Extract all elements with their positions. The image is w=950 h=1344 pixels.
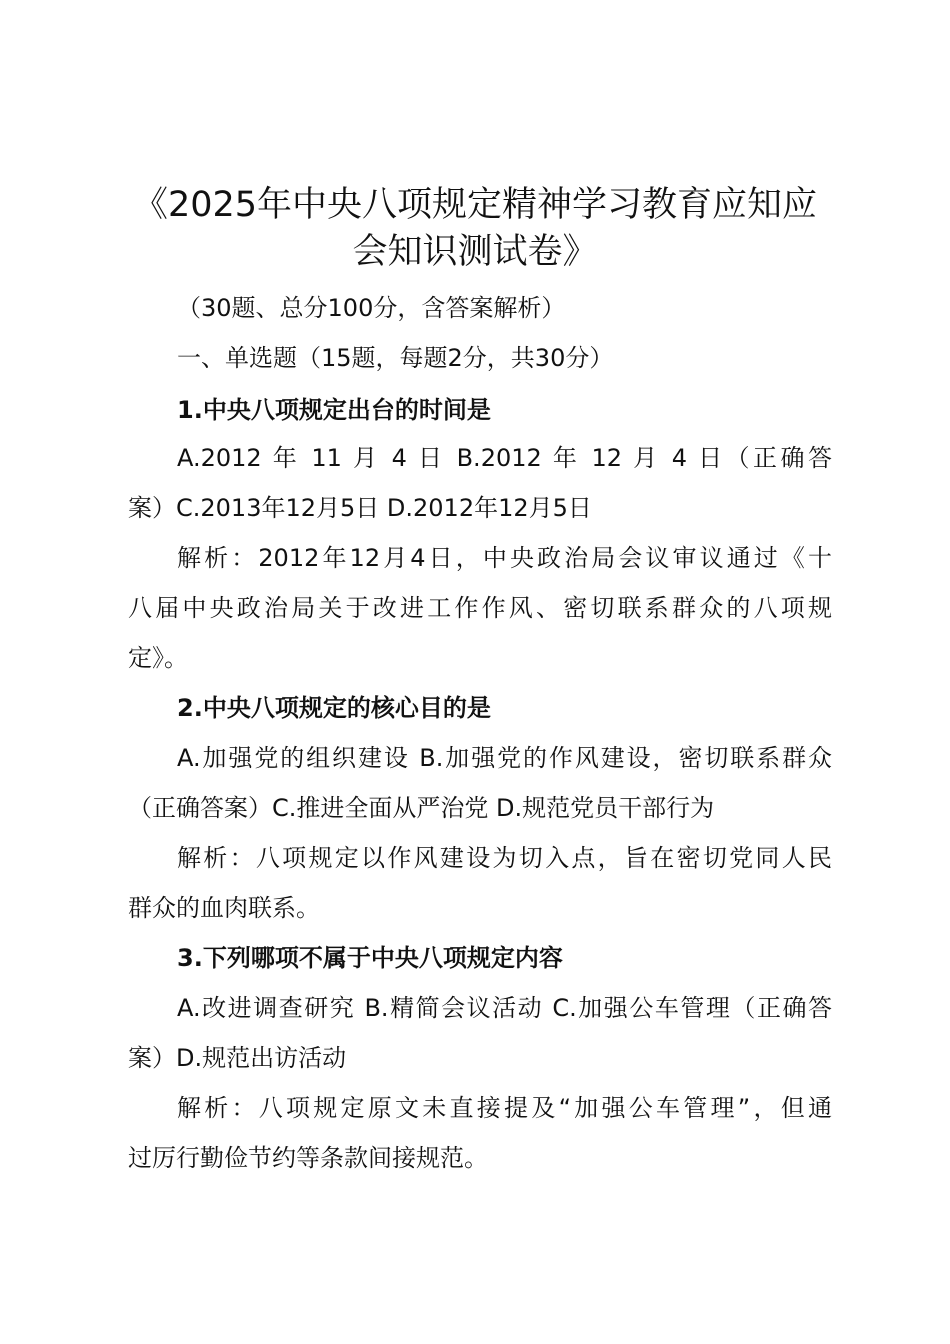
question-1-options-line-2: 案）C.2013年12月5日 D.2012年12月5日: [128, 494, 592, 522]
question-2-analysis-line-2: 群众的血肉联系。: [128, 894, 320, 922]
question-1-analysis-line-2: 八届中央政治局关于改进工作作风、密切联系群众的八项规: [128, 594, 832, 622]
question-2-analysis-line-1: 解析：八项规定以作风建设为切入点，旨在密切党同人民: [177, 844, 832, 872]
question-1-analysis-line-3: 定》。: [128, 644, 188, 672]
section-heading: 一、单选题（15题，每题2分，共30分）: [177, 344, 614, 372]
title-line-1: 《2025年中央八项规定精神学习教育应知应: [132, 185, 818, 225]
question-2: 2.中央八项规定的核心目的是: [177, 694, 491, 722]
question-1-options-line-1: A.2012 年 11 月 4 日 B.2012 年 12 月 4 日（正确答: [177, 444, 832, 472]
title-line-2: 会知识测试卷》: [352, 232, 598, 272]
subtitle: （30题、总分100分，含答案解析）: [177, 294, 566, 322]
question-3-analysis-line-1: 解析：八项规定原文未直接提及“加强公车管理”，但通: [177, 1094, 832, 1122]
question-3-options-line-1: A.改进调查研究 B.精简会议活动 C.加强公车管理（正确答: [177, 994, 832, 1022]
question-1-analysis-line-1: 解析：2012年12月4日，中央政治局会议审议通过《十: [177, 544, 832, 572]
question-3: 3.下列哪项不属于中央八项规定内容: [177, 944, 563, 972]
question-2-options-line-2: （正确答案）C.推进全面从严治党 D.规范党员干部行为: [128, 794, 715, 822]
question-3-options-line-2: 案）D.规范出访活动: [128, 1044, 347, 1072]
document-title: [120, 182, 830, 276]
question-3-analysis-line-2: 过厉行勤俭节约等条款间接规范。: [128, 1144, 488, 1172]
question-2-options-line-1: A.加强党的组织建设 B.加强党的作风建设，密切联系群众: [177, 744, 832, 772]
question-1: 1.中央八项规定出台的时间是: [177, 396, 491, 424]
